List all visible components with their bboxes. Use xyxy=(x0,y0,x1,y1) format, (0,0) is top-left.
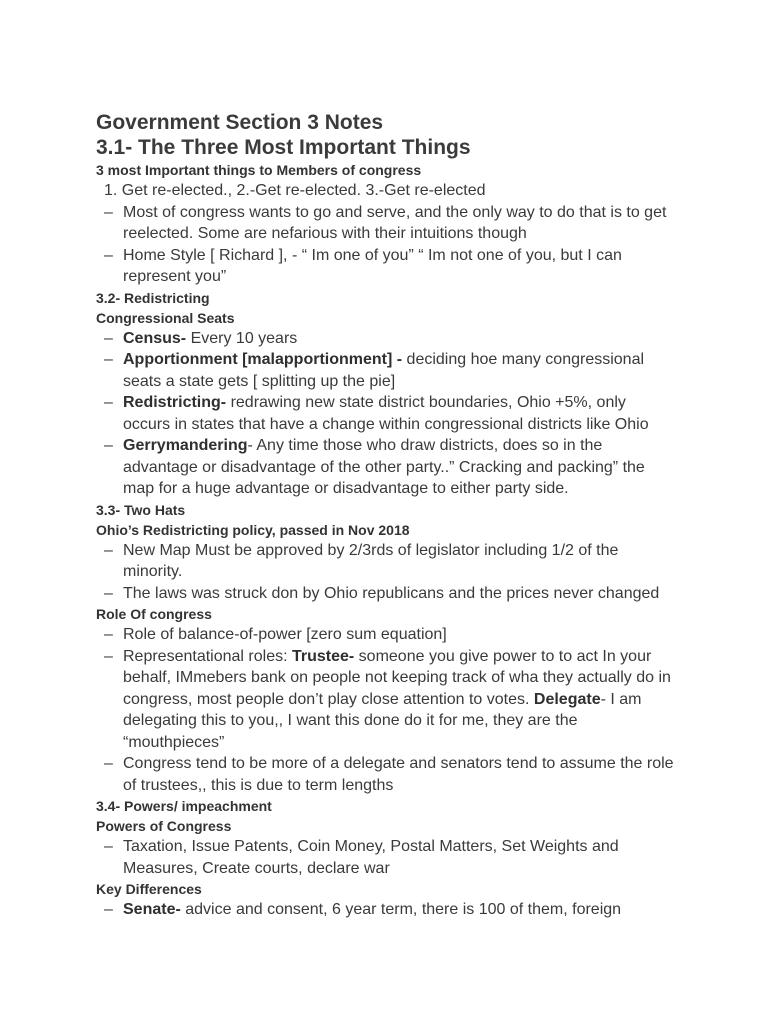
term-label: Redistricting- xyxy=(123,394,227,411)
bullet-item xyxy=(96,202,676,245)
bullet-item xyxy=(96,899,676,921)
role-of-congress-heading: Role Of congress xyxy=(96,606,212,622)
ohio-policy-heading: Ohio’s Redistricting policy, passed in Nov 2018 xyxy=(96,521,410,538)
section-3-3-heading: 3.3- Two Hats xyxy=(96,501,186,518)
dash-bullet-icon: – xyxy=(104,329,113,347)
term-definition: - I am delegating this to you,, I want this done do it for me, they are the “mouthpieces” xyxy=(123,690,642,751)
dash-bullet-icon: – xyxy=(104,351,113,368)
bullet-item xyxy=(96,349,676,392)
bullet-item xyxy=(96,646,676,754)
section-3-4-heading: 3.4- Powers/ impeachment xyxy=(96,798,272,814)
section-3-2-heading: 3.2- Redistricting xyxy=(96,289,210,306)
bullet-text: Most of congress wants to go and serve, and the only way to do that is to get reelected. Some are nefarious with their intuitions though xyxy=(123,203,667,242)
term-label: Apportionment [malapportionment] - xyxy=(123,351,403,368)
congressional-seats-heading: Congressional Seats xyxy=(96,309,235,326)
bullet-item xyxy=(96,836,676,879)
section-3-1-title: 3.1- The Three Most Important Things xyxy=(96,136,471,159)
bullet-item xyxy=(96,328,676,350)
dash-bullet-icon: – xyxy=(104,203,113,221)
term-label: Census- xyxy=(123,329,187,347)
bullet-text: Congress tend to be more of a delegate and senators tend to assume the role of trustees,, this is due to term lengths xyxy=(123,755,674,794)
term-label: Senate- xyxy=(123,901,181,918)
dash-bullet-icon: – xyxy=(104,838,113,855)
dash-bullet-icon: – xyxy=(104,437,113,454)
term-definition: deciding hoe many congressional seats a state gets [ splitting up the pie] xyxy=(123,351,645,390)
term-definition: - Any time those who draw districts, does so in the advantage or disadvantage of the other party..” Cracking and packing” the map for a huge advantage or disadvantage to either party side. xyxy=(123,437,645,497)
bullet-item xyxy=(96,753,676,796)
term-label: Gerrymandering xyxy=(123,437,248,454)
dash-bullet-icon: – xyxy=(104,901,113,918)
numbered-list-item: 1. Get re-elected., 2.-Get re-elected. 3.-Get re-elected xyxy=(104,182,486,199)
dash-bullet-icon: – xyxy=(104,647,113,665)
term-definition: Every 10 years xyxy=(186,329,298,347)
section-3-1-heading: 3 most Important things to Members of congress xyxy=(96,162,422,178)
powers-of-congress-heading: Powers of Congress xyxy=(96,818,232,834)
bullet-item xyxy=(96,624,676,646)
dash-bullet-icon: – xyxy=(104,755,113,772)
dash-bullet-icon: – xyxy=(104,541,113,559)
term-label: Trustee- xyxy=(291,647,355,665)
bullet-item xyxy=(96,540,676,583)
term-label: Delegate xyxy=(533,690,601,708)
document-title: Government Section 3 Notes xyxy=(96,111,384,134)
bullet-text: Home Style [ Richard ], - “ Im one of you” “ Im not one of you, but I can represent you” xyxy=(123,246,622,285)
term-definition: redrawing new state district boundaries, Ohio +5%, only occurs in states that have a change within congressional districts like Ohio xyxy=(123,394,649,433)
bullet-item xyxy=(96,392,676,435)
dash-bullet-icon: – xyxy=(104,584,113,602)
bullet-text: New Map Must be approved by 2/3rds of legislator including 1/2 of the minority. xyxy=(123,541,619,580)
bullet-text: The laws was struck don by Ohio republicans and the prices never changed xyxy=(123,584,660,602)
bullet-item xyxy=(96,435,676,500)
bullet-item xyxy=(96,583,676,605)
bullet-text: Taxation, Issue Patents, Coin Money, Postal Matters, Set Weights and Measures, Create courts, declare war xyxy=(123,838,619,877)
term-definition: advice and consent, 6 year term, there is 100 of them, foreign xyxy=(180,901,622,918)
term-definition: someone you give power to to act In your behalf, IMmebers bank on people not keeping track of wha they actually do in congress, most people don’t play close attention to votes. xyxy=(123,647,671,708)
dash-bullet-icon: – xyxy=(104,246,113,264)
notes-document xyxy=(96,110,676,921)
bullet-text: Role of balance-of-power [zero sum equation] xyxy=(123,626,447,643)
bullet-item xyxy=(96,245,676,288)
key-differences-heading: Key Differences xyxy=(96,881,202,897)
bullet-text: Representational roles: xyxy=(123,647,292,665)
dash-bullet-icon: – xyxy=(104,394,113,411)
dash-bullet-icon: – xyxy=(104,626,113,643)
